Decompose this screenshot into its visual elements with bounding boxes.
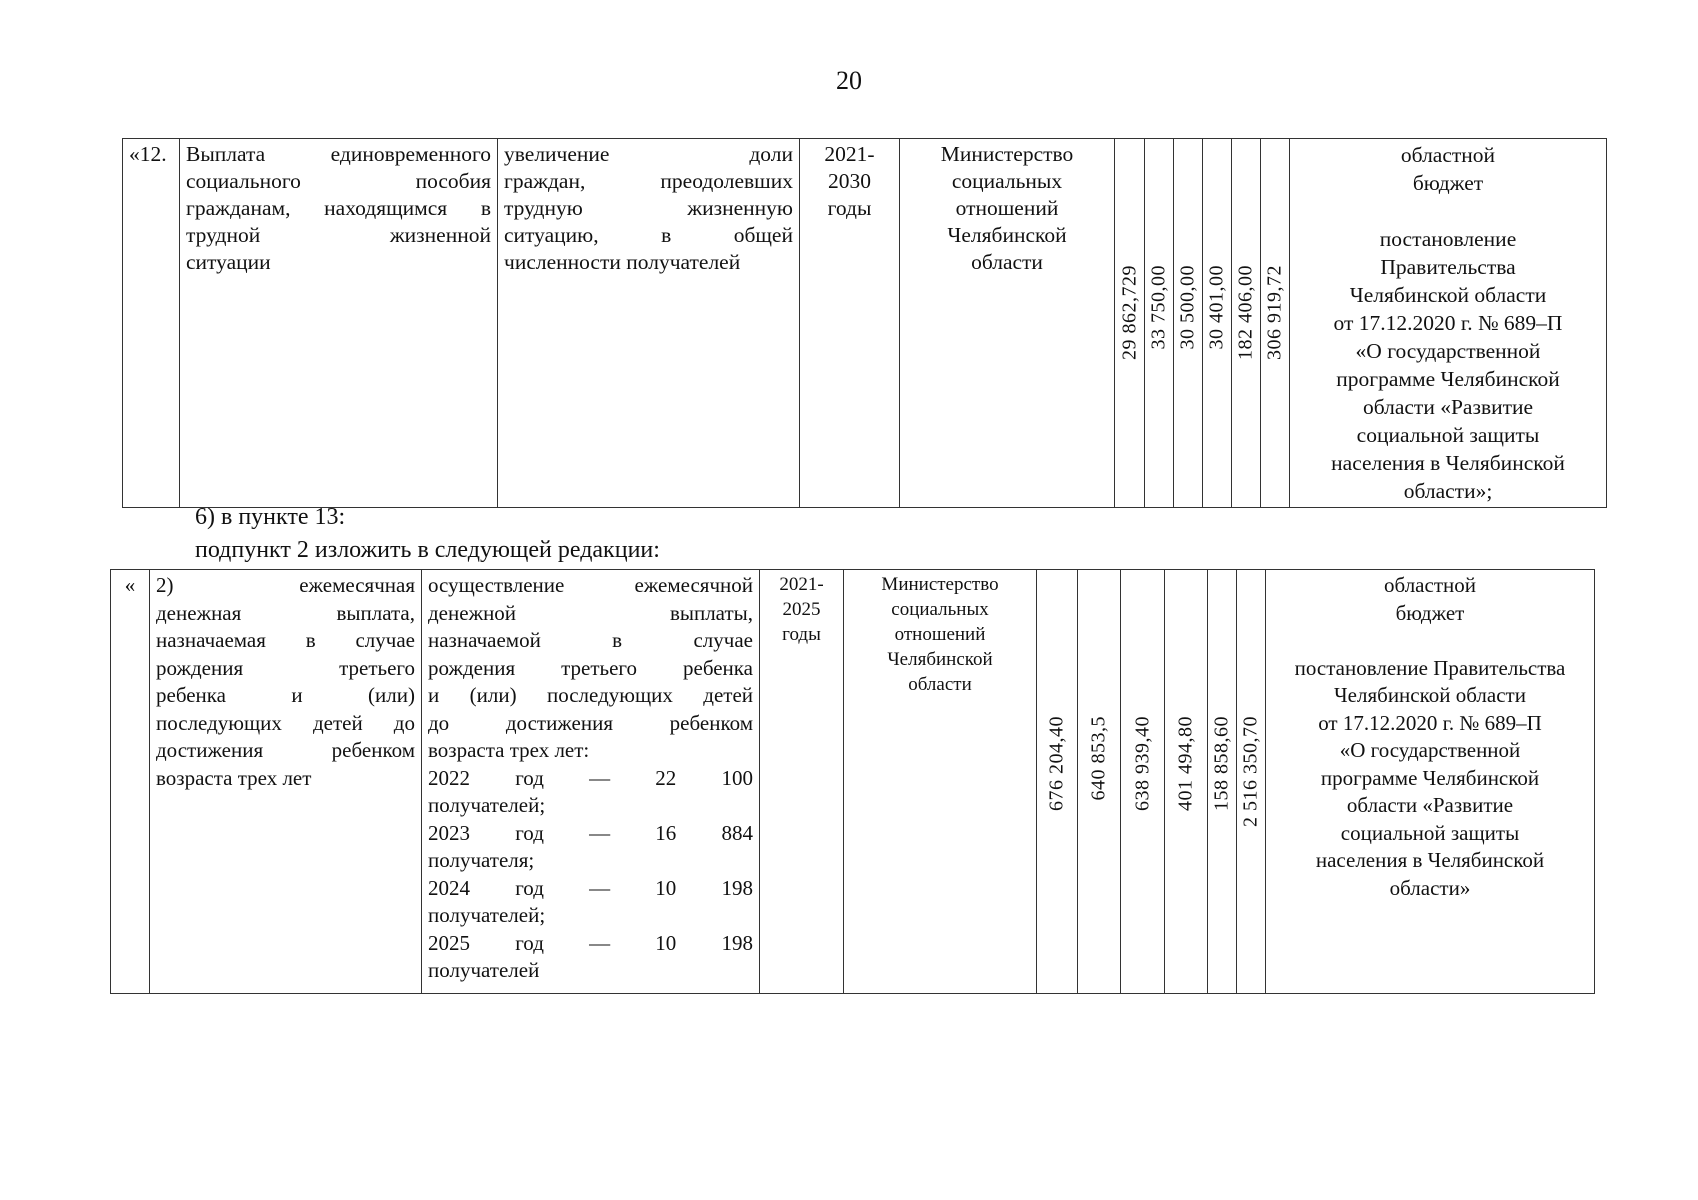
measure-name: [180, 139, 498, 508]
funding-source-line: Челябинской области: [1349, 283, 1547, 307]
measure-name-line: трудной жизненной: [186, 223, 491, 247]
amount-value: 158 858,60: [1210, 716, 1233, 811]
amount-value: 30 500,00: [1176, 265, 1199, 350]
indicator-line: назначаемой в случае: [428, 628, 753, 652]
recipients-year: 2023: [428, 820, 470, 845]
recipients-dash: —: [589, 930, 611, 955]
page-number: 20: [836, 66, 862, 95]
recipients-dash: —: [589, 875, 611, 900]
funding-source-line: социальной защиты: [1356, 423, 1540, 447]
recipients-word: год: [515, 930, 544, 955]
years-line: годы: [827, 196, 872, 220]
years-line: 2021-: [779, 574, 824, 595]
funding-source-line: области»: [1389, 875, 1471, 900]
measure-name-line: достижения ребенком: [156, 738, 415, 762]
funding-source-line: областной: [1384, 573, 1476, 597]
indicator-line: осуществление ежемесячной: [428, 573, 753, 597]
amount-value: 33 750,00: [1147, 265, 1170, 350]
funding-source-line: социальной защиты: [1340, 820, 1520, 845]
amount-cell: [1203, 139, 1232, 508]
funding-source-line: постановление: [1379, 227, 1517, 251]
funding-source-line: бюджет: [1412, 171, 1484, 195]
amount-value: 306 919,72: [1263, 265, 1286, 360]
indicator-line: численности получателей: [504, 250, 741, 274]
amount-value: 2 516 350,70: [1239, 716, 1262, 827]
amount-cell: [1145, 139, 1174, 508]
recipients-dash: —: [589, 820, 611, 845]
funding-source-line: постановление Правительства: [1294, 655, 1566, 680]
executor-line: Министерство: [881, 574, 999, 595]
funding-source-line: области «Развитие: [1346, 793, 1514, 817]
measure-name-line: рождения третьего: [156, 655, 415, 680]
recipients-thousands: 22: [655, 765, 677, 790]
executor-line: отношений: [894, 624, 986, 645]
funding-source-line: программе Челябинской: [1320, 765, 1540, 790]
indicator-line: трудную жизненную: [504, 196, 793, 220]
amount-cell: [1037, 570, 1078, 994]
measure-name-line: возраста трех лет: [156, 765, 312, 790]
program-table-row-12: [122, 138, 1607, 508]
funding-source-line: [1296, 197, 1600, 225]
recipients-word: год: [515, 820, 544, 845]
amount-value: 182 406,00: [1234, 265, 1257, 360]
indicator-line: граждан, преодолевших: [504, 169, 793, 193]
executor-line: социальных: [891, 599, 989, 620]
indicator: [422, 570, 760, 994]
amount-cell: [1174, 139, 1203, 508]
recipients-tail: получателя;: [428, 848, 535, 872]
recipients-year: 2022: [428, 765, 470, 790]
amount-cell: [1232, 139, 1261, 508]
measure-name: [150, 570, 422, 994]
amount-value: 640 853,5: [1087, 716, 1110, 801]
funding-source-line: «О государственной: [1355, 339, 1541, 363]
recipients-row: [428, 930, 753, 958]
recipients-row: [428, 765, 753, 793]
indicator-line: рождения третьего ребенка: [428, 655, 753, 680]
recipients-units: 100: [721, 765, 753, 790]
measure-name-line: назначаемая в случае: [156, 628, 415, 652]
amount-cell: [1078, 570, 1121, 994]
amount-cell: [1121, 570, 1165, 994]
years-line: годы: [782, 624, 821, 645]
paragraph-subitem-2: подпункт 2 изложить в следующей редакции:: [195, 537, 660, 563]
executor: [844, 570, 1037, 994]
indicator-line: ситуацию, в общей: [504, 223, 793, 247]
years-line: 2021-: [824, 142, 875, 166]
funding-source-line: области «Развитие: [1362, 395, 1534, 419]
recipients-row: [428, 820, 753, 848]
funding-source: [1290, 139, 1607, 508]
funding-source-line: [1268, 627, 1592, 655]
indicator-line: денежной выплаты,: [428, 600, 753, 625]
recipients-year: 2025: [428, 930, 470, 955]
amount-value: 638 939,40: [1130, 716, 1153, 811]
executor: [900, 139, 1115, 508]
amount-cell: [1165, 570, 1208, 994]
executor-line: Министерство: [940, 142, 1074, 166]
indicator-line: до достижения ребенком: [428, 710, 753, 735]
measure-name-line: гражданам, находящимся в: [186, 196, 491, 220]
amount-cell: [1115, 139, 1145, 508]
indicator: [498, 139, 800, 508]
measure-name-line: ребенка и (или): [156, 683, 415, 707]
years-line: 2030: [828, 169, 871, 193]
recipients-tail: получателей: [428, 958, 540, 982]
amount-value: 676 204,40: [1045, 716, 1068, 811]
funding-source-line: областной: [1400, 143, 1496, 167]
funding-source-line: от 17.12.2020 г. № 689–П: [1333, 311, 1563, 335]
funding-source-line: Правительства: [1380, 255, 1516, 279]
recipients-row: [428, 875, 753, 903]
recipients-thousands: 10: [655, 875, 677, 900]
executor-line: области: [971, 250, 1043, 274]
recipients-thousands: 10: [655, 930, 677, 955]
indicator-line: возраста трех лет:: [428, 738, 590, 762]
amount-cell: [1237, 570, 1266, 994]
funding-source-line: населения в Челябинской: [1315, 848, 1545, 872]
funding-source: [1266, 570, 1595, 994]
years: [760, 570, 844, 994]
recipients-units: 198: [721, 875, 753, 900]
measure-name-line: Выплата единовременного: [186, 142, 491, 166]
recipients-units: 198: [721, 930, 753, 955]
paragraph-item-6: 6) в пункте 13:: [195, 504, 346, 530]
measure-name-line: денежная выплата,: [156, 600, 415, 625]
indicator-line: и (или) последующих детей: [428, 683, 753, 707]
recipients-dash: —: [589, 765, 611, 790]
amount-cell: [1261, 139, 1290, 508]
program-table-subitem-2: [110, 569, 1595, 994]
funding-source-line: Челябинской области: [1334, 683, 1526, 707]
amount-cell: [1208, 570, 1237, 994]
measure-name-line: социального пособия: [186, 169, 491, 193]
recipients-word: год: [515, 765, 544, 790]
years-line: 2025: [782, 599, 821, 620]
years: [800, 139, 900, 508]
executor-line: Челябинской: [887, 649, 993, 670]
amount-value: 29 862,729: [1118, 265, 1140, 360]
recipients-word: год: [515, 875, 544, 900]
row-number: «: [111, 570, 150, 994]
funding-source-line: программе Челябинской: [1336, 367, 1560, 391]
amount-value: 401 494,80: [1174, 716, 1197, 811]
recipients-thousands: 16: [655, 820, 677, 845]
funding-source-line: от 17.12.2020 г. № 689–П: [1318, 710, 1542, 735]
measure-name-line: ситуации: [186, 250, 271, 274]
funding-source-line: населения в Челябинской: [1331, 451, 1565, 475]
measure-name-line: 2) ежемесячная: [156, 573, 415, 597]
funding-source-line: бюджет: [1395, 600, 1465, 625]
funding-source-line: области»;: [1403, 479, 1493, 503]
funding-source-line: «О государственной: [1339, 738, 1521, 762]
executor-line: Челябинской: [947, 223, 1067, 247]
amount-value: 30 401,00: [1205, 265, 1228, 350]
recipients-tail: получателей;: [428, 903, 546, 927]
measure-name-line: последующих детей до: [156, 710, 415, 735]
recipients-year: 2024: [428, 875, 470, 900]
indicator-line: увеличение доли: [504, 142, 793, 166]
executor-line: области: [908, 674, 972, 695]
row-number: «12.: [123, 139, 180, 508]
executor-line: социальных: [951, 169, 1063, 193]
recipients-units: 884: [721, 820, 753, 845]
recipients-tail: получателей;: [428, 793, 546, 817]
executor-line: отношений: [955, 196, 1059, 220]
